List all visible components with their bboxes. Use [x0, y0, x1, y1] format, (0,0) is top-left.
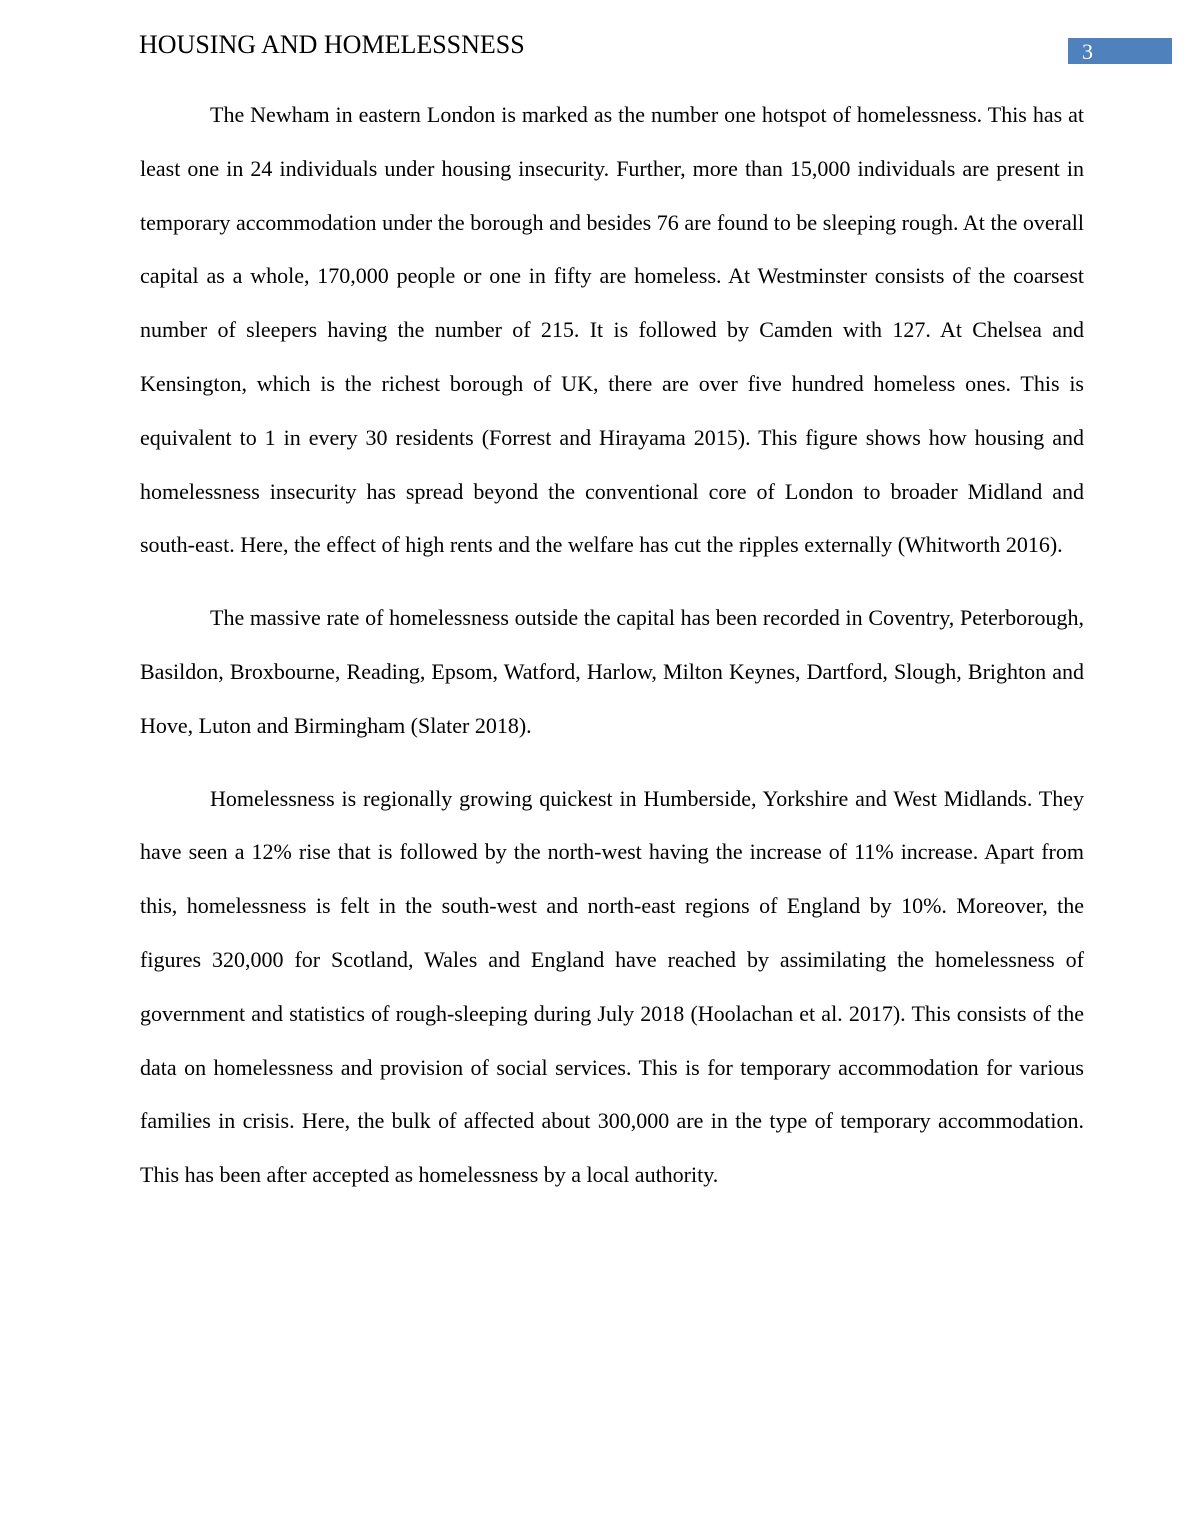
body-text — [140, 88, 1084, 1221]
running-head: HOUSING AND HOMELESSNESS — [139, 30, 525, 59]
page-number-box — [1068, 38, 1172, 64]
page-number: 3 — [1082, 39, 1093, 64]
paragraph-newham: The Newham in eastern London is marked as the number one hotspot of homelessness. This has at least one in 24 individuals under housing insecurity. Further, more than 15,000 individuals are present in temporary accommodation under the borough and besides 76 are found to be sleeping rough. At the overall capital as a whole, 170,000 people or one in fifty are homeless. At Westminster consists of the coarsest number of sleepers having the number of 215. It is followed by Camden with 127. At Chelsea and Kensington, which is the richest borough of UK, there are over five hundred homeless ones. This is equivalent to 1 in every 30 residents (Forrest and Hirayama 2015). This figure shows how housing and homelessness insecurity has spread beyond the conventional core of London to broader Midland and south-east. Here, the effect of high rents and the welfare has cut the ripples externally (Whitworth 2016). — [140, 102, 1084, 558]
paragraph-outside-capital: The massive rate of homelessness outside the capital has been recorded in Coventry, Peterborough, Basildon, Broxbourne, Reading, Epsom, Watford, Harlow, Milton Keynes, Dartford, Slough, Brighton and Hove, Luton and Birmingham (Slater 2018). — [140, 605, 1084, 738]
paragraph-regional-growth: Homelessness is regionally growing quickest in Humberside, Yorkshire and West Midlands. They have seen a 12% rise that is followed by the north-west having the increase of 11% increase. Apart from this, homelessness is felt in the south-west and north-east regions of England by 10%. Moreover, the figures 320,000 for Scotland, Wales and England have reached by assimilating the homelessness of government and statistics of rough-sleeping during July 2018 (Hoolachan et al. 2017). This consists of the data on homelessness and provision of social services. This is for temporary accommodation for various families in crisis. Here, the bulk of affected about 300,000 are in the type of temporary accommodation. This has been after accepted as homelessness by a local authority. — [140, 785, 1084, 1188]
